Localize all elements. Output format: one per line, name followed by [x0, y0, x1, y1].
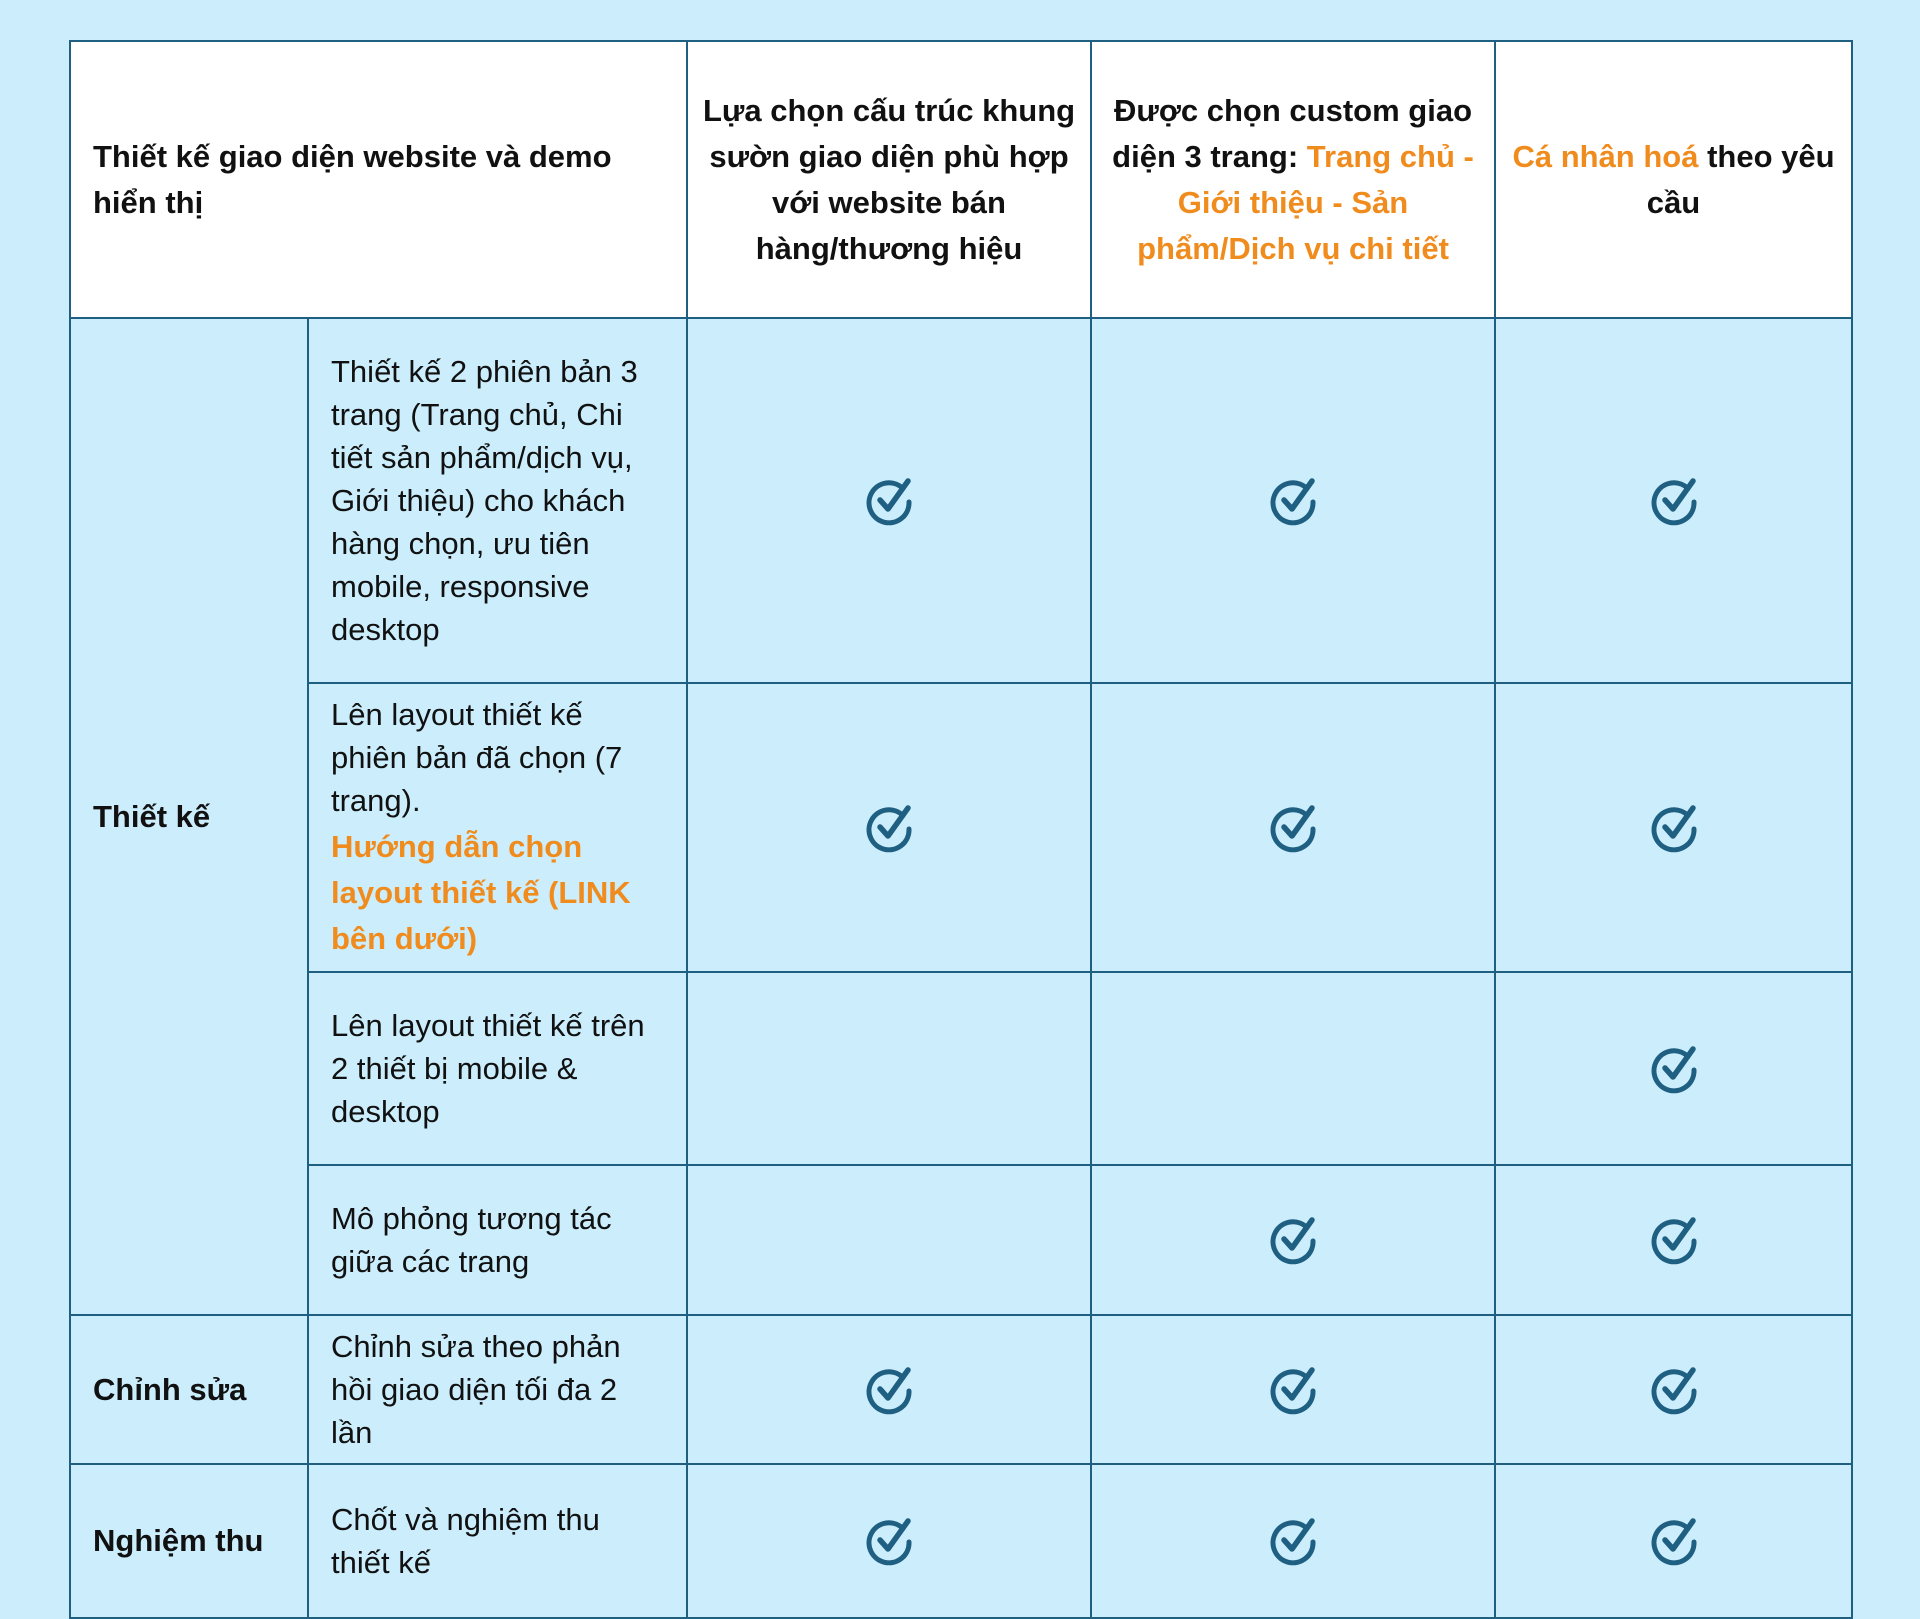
table-row: [70, 1464, 1852, 1618]
check-cell: [687, 972, 1091, 1165]
row-description: Lên layout thiết kế trên 2 thiết bị mobile & desktop: [308, 972, 687, 1165]
category-acceptance: Nghiệm thu: [70, 1464, 308, 1618]
check-cell: [1091, 972, 1495, 1165]
row-description: Chốt và nghiệm thu thiết kế: [308, 1464, 687, 1618]
category-design: Thiết kế: [70, 318, 308, 1315]
check-cell: [1495, 1464, 1852, 1618]
table-row: [70, 1315, 1852, 1464]
column-header-custom: [1091, 41, 1495, 318]
check-cell: [687, 1315, 1091, 1464]
check-circle-icon: [1648, 475, 1700, 527]
check-circle-icon: [1267, 802, 1319, 854]
column-header-basic: Lựa chọn cấu trúc khung sườn giao diện phù hợp với website bán hàng/thương hiệu: [687, 41, 1091, 318]
check-cell: [687, 1165, 1091, 1315]
row-description: Mô phỏng tương tác giữa các trang: [308, 1165, 687, 1315]
check-circle-icon: [1648, 1043, 1700, 1095]
table-row: [70, 1165, 1852, 1315]
table-row: [70, 683, 1852, 972]
check-cell: [1495, 683, 1852, 972]
check-circle-icon: [1648, 1214, 1700, 1266]
row-description: Thiết kế 2 phiên bản 3 trang (Trang chủ, Chi tiết sản phẩm/dịch vụ, Giới thiệu) cho khách hàng chọn, ưu tiên mobile, responsive desktop: [308, 318, 687, 683]
column-header-personalized-text: theo yêu cầu: [1646, 138, 1835, 220]
check-cell: [1091, 1165, 1495, 1315]
check-circle-icon: [1267, 1364, 1319, 1416]
check-circle-icon: [1648, 802, 1700, 854]
check-cell: [1091, 1464, 1495, 1618]
column-header-personalized: [1495, 41, 1852, 318]
check-cell: [687, 1464, 1091, 1618]
check-circle-icon: [1267, 1515, 1319, 1567]
table-row: [70, 318, 1852, 683]
check-cell: [687, 318, 1091, 683]
row-description: [308, 683, 687, 972]
header-row: [70, 41, 1852, 318]
category-edit: Chỉnh sửa: [70, 1315, 308, 1464]
column-header-personalized-highlight: Cá nhân hoá: [1512, 138, 1699, 174]
check-cell: [1495, 318, 1852, 683]
column-header-custom-highlight: Trang chủ - Giới thiệu - Sản phẩm/Dịch vụ chi tiết: [1137, 138, 1474, 266]
check-cell: [1091, 318, 1495, 683]
check-cell: [1091, 1315, 1495, 1464]
check-circle-icon: [1267, 475, 1319, 527]
check-cell: [1495, 1315, 1852, 1464]
check-circle-icon: [863, 475, 915, 527]
column-header-custom-text: Được chọn custom giao diện 3 trang:: [1112, 92, 1472, 174]
package-comparison-table: [69, 40, 1853, 1619]
check-cell: [687, 683, 1091, 972]
check-circle-icon: [1648, 1515, 1700, 1567]
check-cell: [1495, 972, 1852, 1165]
check-circle-icon: [863, 1515, 915, 1567]
check-circle-icon: [1648, 1364, 1700, 1416]
table-title: Thiết kế giao diện website và demo hiển thị: [70, 41, 687, 318]
check-circle-icon: [1267, 1214, 1319, 1266]
check-circle-icon: [863, 1364, 915, 1416]
row-description-text: Lên layout thiết kế phiên bản đã chọn (7 trang).: [331, 697, 623, 818]
check-circle-icon: [863, 802, 915, 854]
table-row: [70, 972, 1852, 1165]
check-cell: [1495, 1165, 1852, 1315]
layout-guide-link[interactable]: Hướng dẫn chọn layout thiết kế (LINK bên dưới): [331, 829, 631, 956]
check-cell: [1091, 683, 1495, 972]
row-description: Chỉnh sửa theo phản hồi giao diện tối đa 2 lần: [308, 1315, 687, 1464]
